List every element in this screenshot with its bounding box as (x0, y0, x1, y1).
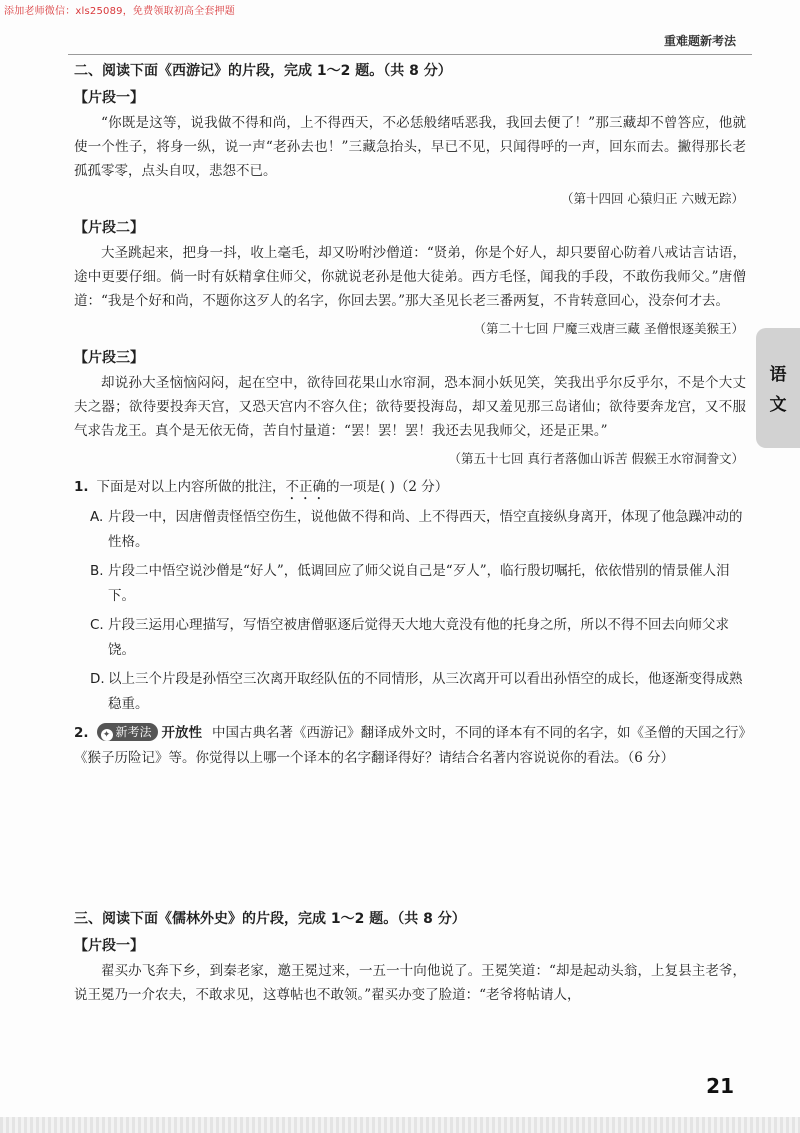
page-number: 21 (706, 1074, 734, 1098)
question-2-number: 2. (74, 725, 89, 741)
subject-side-tab (756, 328, 800, 448)
excerpt-3-source: （第五十七回 真行者落伽山诉苦 假猴王水帘洞誊文） (448, 451, 744, 466)
running-header: 重难题新考法 (663, 34, 736, 48)
answer-blank-space (74, 771, 746, 905)
question-2 (74, 721, 746, 771)
question-1-stem-start: 下面是对以上内容所做的批注， (96, 479, 286, 495)
excerpt-2-text: 大圣跳起来，把身一抖，收上毫毛，却又吩咐沙僧道：“贤弟，你是个好人，却只要留心防着八戒诂言诂语，途中更要仔细。倘一时有妖精拿住师父，你就说老孙是他大徒弟。西方毛怪，闻我的手段，不敢伤我师父。”唐僧道：“我是个好和尚，不题你这歹人的名字，你回去罢。”那大圣见长老三番两复，不肯转意回心，没奈何才去。 (74, 245, 746, 309)
page-content (74, 57, 746, 1007)
question-2-tag: 开放性 (161, 725, 203, 741)
side-tab-char-2: 文 (769, 395, 787, 415)
footer-texture-bar (0, 1117, 800, 1133)
section-3-title: 三、阅读下面《儒林外史》的片段，完成 1～2 题。（共 8 分） (74, 911, 466, 927)
watermark-text: 添加老师微信：xls25089，免费领取初高全套押题 (4, 6, 235, 17)
option-c-text: 片段三运用心理描写，写悟空被唐僧驱逐后觉得天大地大竟没有他的托身之所，所以不得不回去向师父求饶。 (108, 617, 729, 658)
question-2-text: 中国古典名著《西游记》翻译成外文时，不同的译本有不同的名字，如《圣僧的天国之行》《猴子历险记》等。你觉得以上哪一个译本的名字翻译得好？请结合名著内容说说你的看法。（6 分） (74, 725, 746, 766)
option-a-letter: A. (90, 509, 104, 525)
excerpt-1-label: 【片段一】 (74, 90, 144, 106)
excerpt-1-text: “你既是这等，说我做不得和尚，上不得西天，不必恁般绪咶恶我，我回去便了！”那三藏却不曾答应，他就使一个性子，将身一纵，说一声“老孙去也！”三藏急抬头，早已不见，只闻得呼的一声，回东而去。撇得那长老孤孤零零，点头自叹，悲怨不已。 (74, 115, 746, 179)
section-2-title: 二、阅读下面《西游记》的片段，完成 1～2 题。（共 8 分） (74, 63, 452, 79)
excerpt-1-source: （第十四回 心猿归正 六贼无踪） (561, 191, 744, 206)
option-c (74, 613, 746, 663)
side-tab-char-1: 语 (769, 365, 787, 385)
excerpt-3-text: 却说孙大圣恼恼闷闷，起在空中，欲待回花果山水帘洞，恐本洞小妖见笑，笑我出乎尔反乎尔，不是个大丈夫之器；欲待要投奔天宫，又恐天宫内不容久住；欲待要投海岛，却又羞见那三岛诸仙；欲待要奔龙宫，又不服气求告龙王。真个是无依无倚，苦自忖量道：“罢！罢！罢！我还去见我师父，还是正果。” (74, 375, 746, 439)
excerpt-2-source: （第二十七回 尸魔三戏唐三藏 圣僧恨逐美猴王） (473, 321, 744, 336)
option-b (74, 559, 746, 609)
option-b-text: 片段二中悟空说沙僧是“好人”，低调回应了师父说自己是“歹人”，临行殷切嘱托，依依惜别的情景催人泪下。 (108, 563, 730, 604)
excerpt-3-label: 【片段三】 (74, 350, 144, 366)
question-1-emphasis: 不正确 (285, 479, 327, 495)
option-a (74, 505, 746, 555)
question-1 (74, 475, 746, 503)
option-c-letter: C. (90, 617, 104, 633)
option-d-text: 以上三个片段是孙悟空三次离开取经队伍的不同情形，从三次离开可以看出孙悟空的成长，他逐渐变得成熟稳重。 (108, 671, 743, 712)
excerpt-2-label: 【片段二】 (74, 220, 144, 236)
question-1-stem-end: 的一项是( )（2 分） (326, 479, 449, 495)
header-rule (68, 54, 752, 55)
option-d-letter: D. (90, 671, 105, 687)
question-1-number: 1. (74, 479, 89, 495)
lightbulb-icon: ✦ (101, 729, 113, 741)
section-3-excerpt-1-text: 翟买办飞奔下乡，到秦老家，邀王冕过来，一五一十向他说了。王冕笑道：“却是起动头翁，上复县主老爷，说王冕乃一介农夫，不敢求见，这尊帖也不敢领。”翟买办变了脸道：“老爷将帖请人， (74, 963, 746, 1003)
option-b-letter: B. (90, 563, 104, 579)
badge-label: 新考法 (115, 725, 152, 739)
option-d (74, 667, 746, 717)
option-a-text: 片段一中，因唐僧责怪悟空伤生，说他做不得和尚、上不得西天，悟空直接纵身离开，体现了他急躁冲动的性格。 (108, 509, 743, 550)
new-format-badge (97, 723, 158, 741)
section-3-excerpt-1-label: 【片段一】 (74, 938, 144, 954)
